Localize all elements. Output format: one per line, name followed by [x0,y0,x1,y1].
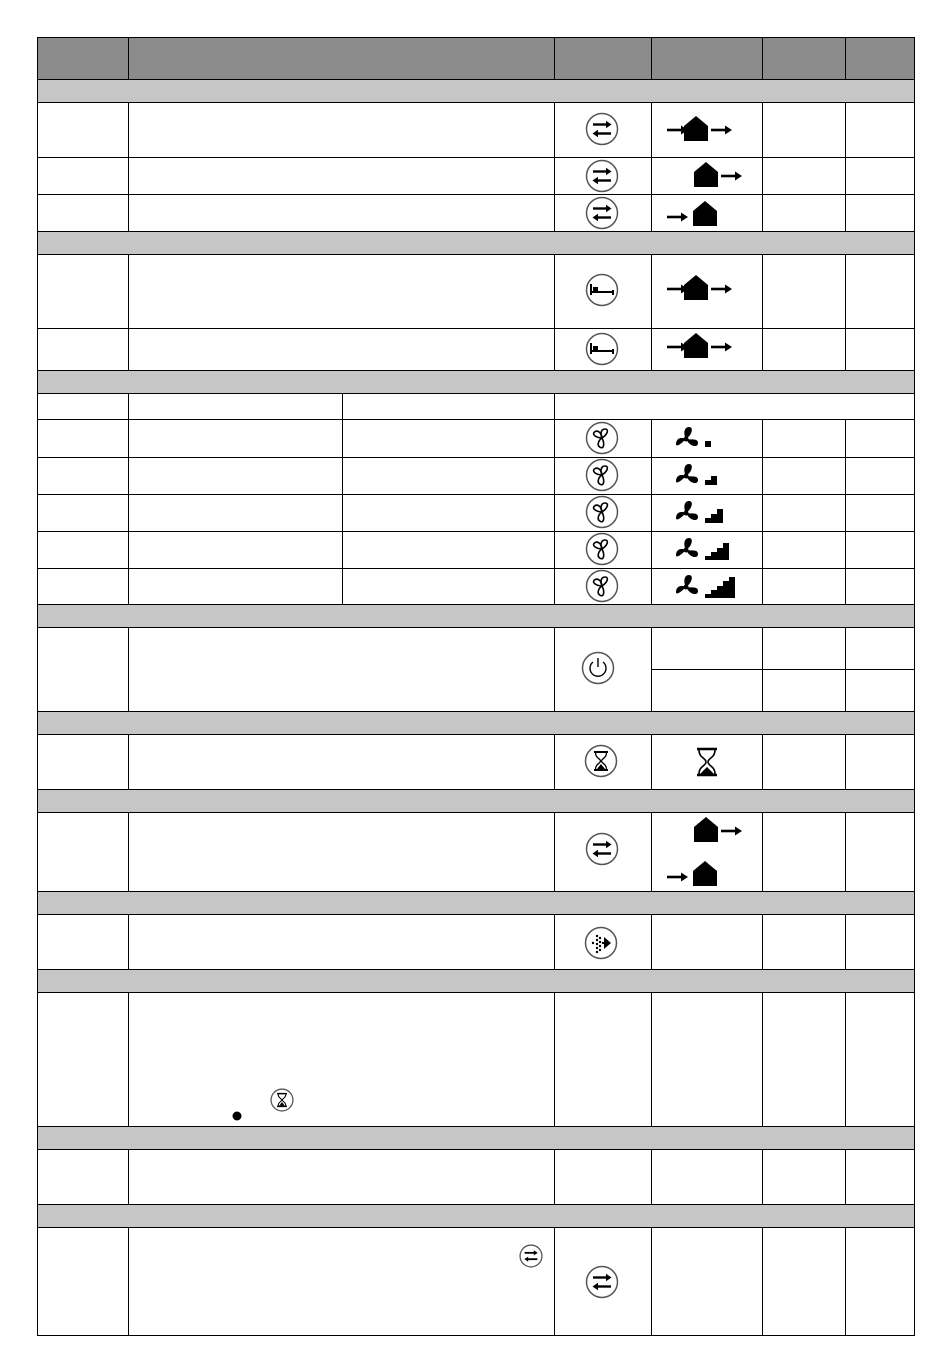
section-band [37,790,915,812]
house-arrows-icon [665,333,747,359]
section-band [37,712,915,734]
fan-speed-bars-icon [675,499,739,527]
section-band [37,970,915,992]
bed-icon [585,273,619,307]
dotted-arrow-icon [584,926,618,960]
section-band [37,371,915,393]
section-band [37,605,915,627]
power-icon [581,651,615,685]
hourglass-icon [584,744,618,778]
arrows-exchange-icon [585,196,619,230]
fan-icon [585,421,619,455]
fan-icon [585,495,619,529]
house-arrows-icon [665,201,719,227]
arrows-exchange-icon [519,1244,543,1268]
arrows-exchange-icon [585,1265,619,1299]
settings-table [37,37,915,1336]
fan-icon [585,569,619,603]
bed-icon [585,332,619,366]
section-band [37,892,915,914]
section-band [37,1205,915,1227]
section-band [37,1127,915,1149]
section-band [37,80,915,102]
house-arrows-icon [665,861,719,887]
fan-speed-bars-icon [675,425,739,453]
fan-speed-bars-icon [675,536,739,564]
arrows-exchange-icon [585,832,619,866]
fan-speed-bars-icon [675,462,739,490]
section-band [37,232,915,254]
table-header-row [37,37,915,79]
fan-icon [585,458,619,492]
hourglass-icon [270,1088,294,1112]
house-arrows-icon [665,116,747,142]
arrows-exchange-icon [585,112,619,146]
fan-icon [585,532,619,566]
house-arrows-icon [693,817,747,843]
arrows-exchange-icon [585,159,619,193]
house-arrows-icon [693,162,747,188]
fan-speed-bars-icon [675,573,739,601]
led-dot-icon [232,1111,242,1121]
hourglass-indicator-icon [695,747,719,777]
house-arrows-icon [665,275,747,301]
